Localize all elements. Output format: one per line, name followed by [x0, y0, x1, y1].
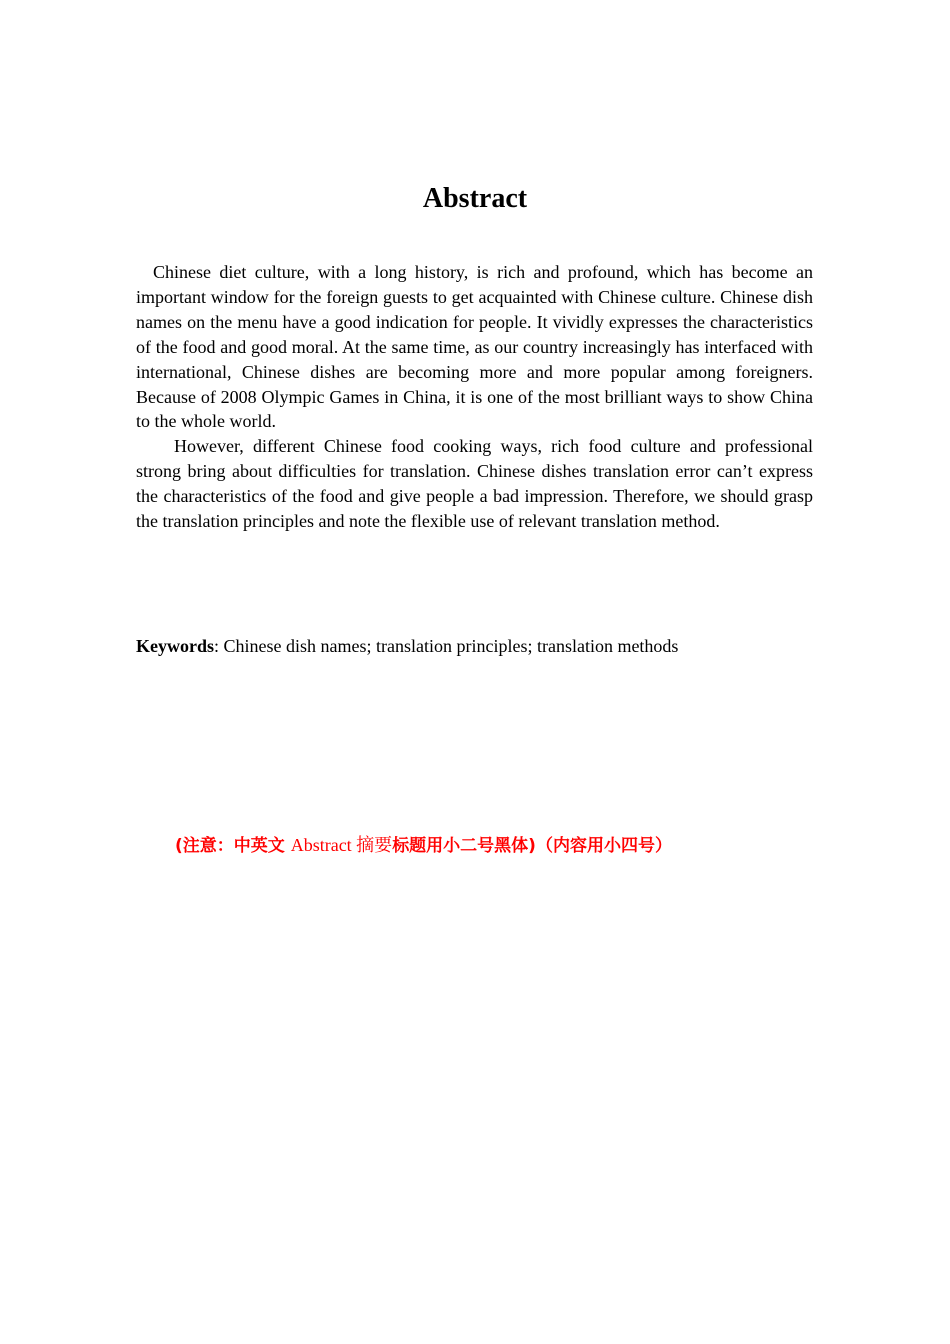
keywords-separator: : — [214, 636, 224, 656]
keywords-text: Chinese dish names; translation principles; translation methods — [223, 636, 679, 656]
abstract-paragraph-2: However, different Chinese food cooking ways, rich food culture and professional strong bring about difficulties for translation. Chinese dishes translation error can’t express the characteristics of the food and give people a bad impression. Therefore, we should grasp the translation principles and note the flexible use of relevant translation method. — [136, 436, 813, 532]
note-part-3: 标题用小二号黑体)（内容用小四号） — [392, 836, 672, 856]
abstract-paragraph-1: Chinese diet culture, with a long history, is rich and profound, which has become an important window for the foreign guests to get acquainted with Chinese culture. Chinese dish names on the menu have a good indication for people. It vividly expresses the characteristics of the food and good moral. At the same time, as our country increasingly has interfaced with international, Chinese dishes are becoming more and more popular among foreigners. Because of 2008 Olympic Games in China, it is one of the most brilliant ways to show China to the whole world. — [136, 262, 813, 432]
abstract-body — [136, 260, 813, 534]
keywords-line — [136, 634, 813, 659]
keywords-label: Keywords — [136, 636, 214, 656]
page-title: Abstract — [422, 183, 528, 214]
formatting-note — [175, 833, 672, 859]
note-part-1: (注意：中英文 — [175, 836, 291, 856]
note-part-2: Abstract 摘要 — [290, 835, 393, 855]
